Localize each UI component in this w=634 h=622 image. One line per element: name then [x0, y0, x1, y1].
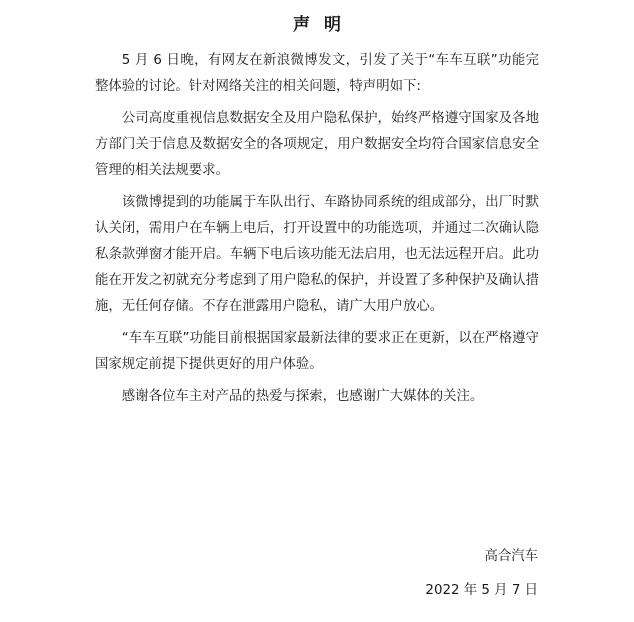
signature-company: 高合汽车 — [484, 549, 538, 564]
paragraph-thanks: 感谢各位车主对产品的热爱与探索，也感谢广大媒体的关注。 — [121, 389, 484, 404]
paragraph-intro: 5 月 6 日晚，有网友在新浪微博发文，引发了关于“车车互联”功能完整体验的讨论。针对网络关注的相关问题，特声明如下: — [95, 53, 539, 94]
paragraph-update-notice: “车车互联”功能目前根据国家最新法律的要求正在更新，以在严格遵守国家规定前提下提供更好的用户体验。 — [95, 331, 539, 372]
document-title: 声明 — [293, 15, 355, 35]
paragraph-data-security: 公司高度重视信息数据安全及用户隐私保护，始终严格遵守国家及各地方部门关于信息及数据安全的各项规定，用户数据安全均符合国家信息安全管理的相关法规要求。 — [95, 111, 539, 178]
paragraph-feature-explanation: 该微博提到的功能属于车队出行、车路协同系统的组成部分，出厂时默认关闭，需用户在车辆上电后，打开设置中的功能选项，并通过二次确认隐私条款弹窗才能开启。车辆下电后该功能无法启用，也无法远程开启。此功能在开发之初就充分考虑到了用户隐私的保护，并设置了多种保护及确认措施，无任何存储。不存在泄露用户隐私，请广大用户放心。 — [95, 195, 539, 314]
signature-date: 2022 年 5 月 7 日 — [425, 583, 538, 598]
